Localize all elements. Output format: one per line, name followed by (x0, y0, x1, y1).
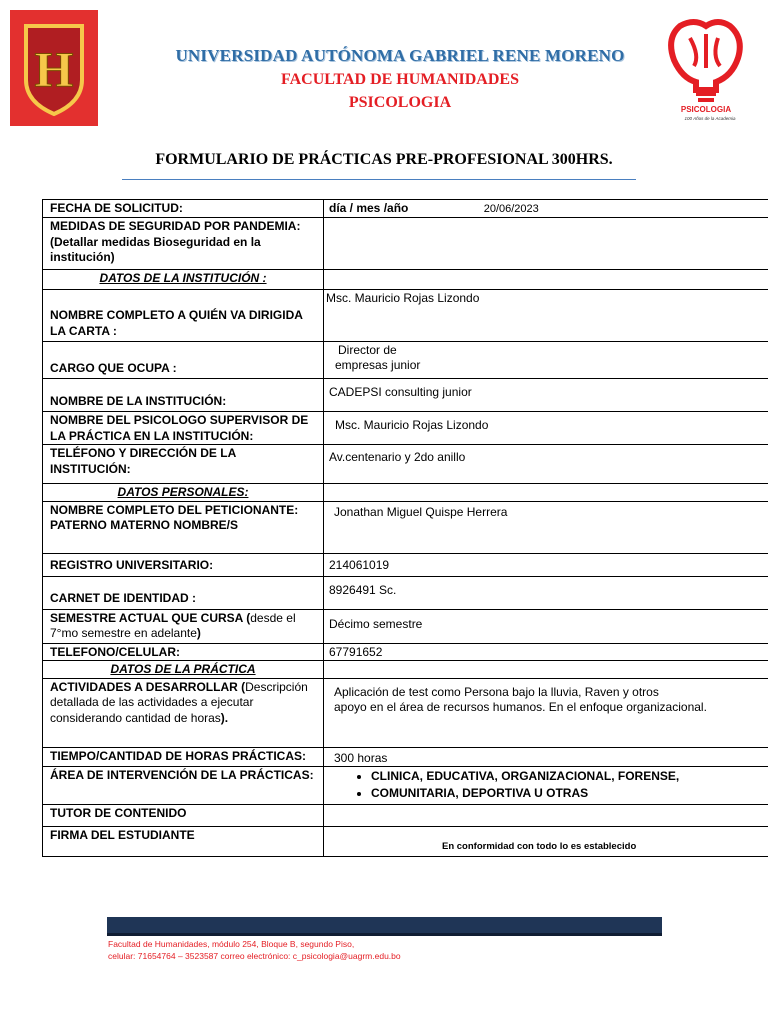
tutor-label: TUTOR DE CONTENIDO (43, 804, 324, 826)
registro-value[interactable]: 214061019 (324, 553, 768, 576)
actividades-label: ACTIVIDADES A DESARROLLAR (Descripción detallada de las actividades a ejecutar considerando cantidad de horas). (43, 678, 324, 747)
nombre-carta-label: NOMBRE COMPLETO A QUIÉN VA DIRIGIDA LA CARTA : (50, 308, 303, 338)
table-row (43, 501, 768, 553)
area-value-cell[interactable] (324, 766, 768, 804)
telefono-dir-label: TELÉFONO Y DIRECCIÓN DE LA INSTITUCIÓN: (43, 445, 324, 484)
footer-address: Facultad de Humanidades, módulo 254, Bloque B, segundo Piso, (108, 939, 355, 949)
semestre-value[interactable]: Décimo semestre (324, 609, 768, 643)
faculty-name: FACULTAD DE HUMANIDADES (281, 71, 519, 88)
table-row (43, 484, 768, 502)
fecha-cell[interactable] (324, 200, 768, 218)
table-row (43, 804, 768, 826)
table-row (43, 270, 768, 290)
peticionante-label: NOMBRE COMPLETO DEL PETICIONANTE: PATERNO MATERNO NOMBRE/S (43, 501, 324, 553)
fecha-value: 20/06/2023 (483, 203, 539, 215)
footer-phone-email: celular: 71654764 – 3523587 correo electrónico: c_psicologia@uagrm.edu.bo (108, 951, 401, 961)
tutor-value[interactable] (324, 804, 768, 826)
table-row (43, 747, 768, 766)
table-row (43, 342, 768, 379)
table-row (43, 445, 768, 484)
title-divider (122, 179, 636, 180)
celular-label: TELEFONO/CELULAR: (43, 643, 324, 661)
tiempo-value[interactable]: 300 horas (324, 747, 768, 766)
footer-contact (108, 938, 401, 962)
table-row (43, 576, 768, 609)
nombre-carta-value[interactable]: Msc. Mauricio Rojas Lizondo (324, 290, 768, 342)
supervisor-label: NOMBRE DEL PSICOLOGO SUPERVISOR DE LA PRÁCTICA EN LA INSTITUCIÓN: (43, 412, 324, 445)
svg-text:PSICOLOGIA: PSICOLOGIA (680, 105, 732, 114)
university-name: UNIVERSIDAD AUTÓNOMA GABRIEL RENE MORENO (175, 46, 625, 65)
supervisor-value[interactable]: Msc. Mauricio Rojas Lizondo (324, 412, 768, 445)
registro-label: REGISTRO UNIVERSITARIO: (43, 553, 324, 576)
firma-label: FIRMA DEL ESTUDIANTE (43, 826, 324, 856)
footer-line (107, 933, 662, 936)
carnet-label-cell (43, 576, 324, 609)
table-row (43, 290, 768, 342)
carnet-value[interactable]: 8926491 Sc. (324, 576, 768, 609)
section-practica: DATOS DE LA PRÁCTICA (43, 661, 324, 679)
carnet-label: CARNET DE IDENTIDAD : (50, 591, 196, 605)
table-row (43, 766, 768, 804)
table-row (43, 609, 768, 643)
semestre-label: SEMESTRE ACTUAL QUE CURSA (desde el 7°mo semestre en adelante) (43, 609, 324, 643)
empty-cell (324, 270, 768, 290)
medidas-label: MEDIDAS DE SEGURIDAD POR PANDEMIA: (Detallar medidas Bioseguridad en la institución) (43, 218, 324, 270)
table-row (43, 643, 768, 661)
table-row (43, 553, 768, 576)
section-institucion: DATOS DE LA INSTITUCIÓN : (43, 270, 324, 290)
svg-text:100 Años de la Academia: 100 Años de la Academia (684, 116, 736, 121)
form-title: FORMULARIO DE PRÁCTICAS PRE-PROFESIONAL 300HRS. (155, 151, 613, 168)
fecha-label: FECHA DE SOLICITUD: (43, 200, 324, 218)
section-personales: DATOS PERSONALES: (43, 484, 324, 502)
institucion-label-cell (43, 379, 324, 412)
institucion-label: NOMBRE DE LA INSTITUCIÓN: (50, 393, 227, 408)
area-item: • COMUNITARIA, DEPORTIVA U OTRAS (371, 785, 768, 802)
area-list (329, 768, 768, 802)
career-name: PSICOLOGIA (348, 94, 452, 111)
cargo-value-line1: Director de (338, 343, 397, 357)
institucion-value[interactable]: CADEPSI consulting junior (324, 379, 768, 412)
table-row (43, 379, 768, 412)
empty-cell (324, 661, 768, 679)
area-label: ÁREA DE INTERVENCIÓN DE LA PRÁCTICAS: (43, 766, 324, 804)
cargo-value-line2: empresas junior (335, 358, 421, 372)
cargo-value-cell[interactable] (324, 342, 768, 379)
peticionante-value[interactable]: Jonathan Miguel Quispe Herrera (324, 501, 768, 553)
table-row (43, 412, 768, 445)
actividades-value-line1: Aplicación de test como Persona bajo la lluvia, Raven y otros (334, 684, 659, 699)
table-row (43, 661, 768, 679)
area-item: • CLINICA, EDUCATIVA, ORGANIZACIONAL, FORENSE, (371, 768, 768, 785)
actividades-value-cell[interactable] (324, 678, 768, 747)
actividades-value-line2: apoyo en el área de recursos humanos. En el enfoque organizacional. (334, 699, 707, 714)
cargo-label-cell (43, 342, 324, 379)
celular-value[interactable]: 67791652 (324, 643, 768, 661)
cargo-label: CARGO QUE OCUPA : (50, 360, 177, 375)
table-row (43, 826, 768, 856)
table-row (43, 200, 768, 218)
firma-note: En conformidad con todo lo es establecido (442, 840, 637, 852)
fecha-format: día / mes /año (329, 201, 409, 215)
university-shield-logo (10, 10, 98, 126)
telefono-dir-value[interactable]: Av.centenario y 2do anillo (324, 445, 768, 484)
empty-cell (324, 484, 768, 502)
application-form-table (42, 199, 768, 857)
table-row (43, 678, 768, 747)
firma-cell[interactable] (324, 826, 768, 856)
table-row (43, 218, 768, 270)
footer-bar (107, 917, 662, 933)
svg-text:H: H (34, 41, 74, 97)
tiempo-label: TIEMPO/CANTIDAD DE HORAS PRÁCTICAS: (43, 747, 324, 766)
nombre-carta-label-cell (43, 290, 324, 342)
medidas-value[interactable] (324, 218, 768, 270)
